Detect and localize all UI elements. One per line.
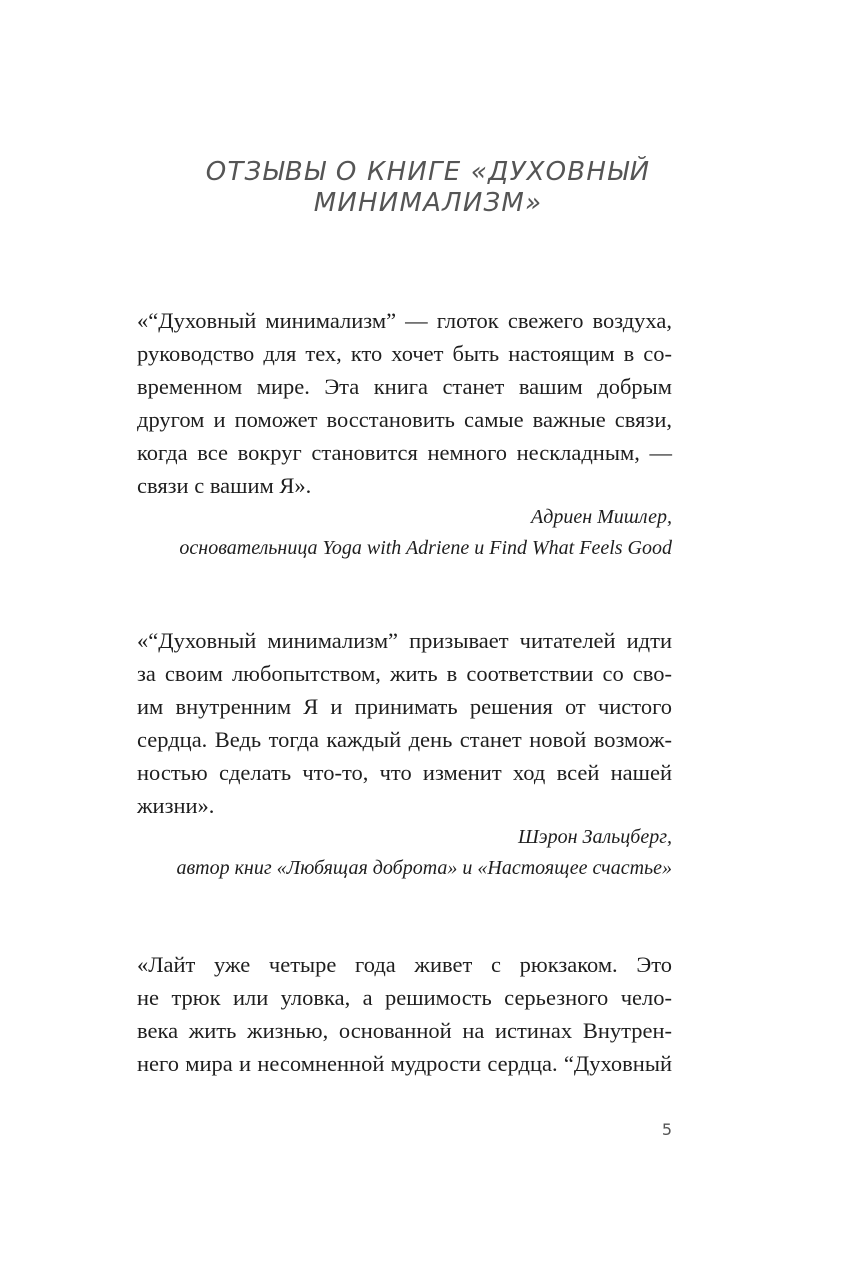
quote-line: руководство для тех, кто хочет быть настоящим в со-: [137, 341, 672, 366]
page-title: [120, 157, 736, 219]
review-adrien-mishler: [137, 304, 672, 564]
review-attribution: [137, 502, 672, 564]
quote-line: временном мире. Эта книга станет вашим добрым: [137, 374, 672, 399]
quote-line: «“Духовный минимализм” призывает читателей идти: [137, 628, 672, 653]
quote-line: ностью сделать что-то, что изменит ход всей нашей: [137, 760, 672, 785]
review-quote: [137, 304, 672, 502]
review-light-watkins: [137, 948, 672, 1080]
review-author: Шэрон Зальцберг,: [517, 826, 672, 848]
review-quote: [137, 624, 672, 822]
review-attribution: [137, 822, 672, 884]
page-number: 5: [661, 1120, 672, 1139]
quote-line: «Лайт уже четыре года живет с рюкзаком. Это: [137, 952, 672, 977]
review-author: Адриен Мишлер,: [531, 506, 672, 528]
quote-line: него мира и несомненной мудрости сердца. “Духовный: [137, 1051, 672, 1076]
quote-line: за своим любопытством, жить в соответствии со сво-: [137, 661, 672, 686]
quote-line: не трюк или уловка, а решимость серьезного чело-: [137, 985, 672, 1010]
page-title-line-1: ОТЗЫВЫ О КНИГЕ «ДУХОВНЫЙ: [205, 157, 651, 187]
quote-line: когда все вокруг становится немного нескладным, —: [137, 440, 672, 465]
quote-line: другом и поможет восстановить самые важные связи,: [137, 407, 672, 432]
review-author-role: автор книг «Любящая доброта» и «Настоящее счастье»: [176, 857, 672, 879]
review-quote: [137, 948, 672, 1080]
quote-line: им внутренним Я и принимать решения от чистого: [137, 694, 672, 719]
quote-line: века жить жизнью, основанной на истинах Внутрен-: [137, 1018, 672, 1043]
quote-line: сердца. Ведь тогда каждый день станет новой возмож-: [137, 727, 672, 752]
review-sharon-salzberg: [137, 624, 672, 884]
quote-line: жизни».: [137, 793, 215, 818]
quote-line: «“Духовный минимализм” — глоток свежего воздуха,: [137, 308, 672, 333]
page-title-line-2: МИНИМАЛИЗМ»: [313, 188, 543, 218]
review-author-role: основательница Yoga with Adriene и Find What Feels Good: [179, 537, 672, 559]
quote-line: связи с вашим Я».: [137, 473, 312, 498]
